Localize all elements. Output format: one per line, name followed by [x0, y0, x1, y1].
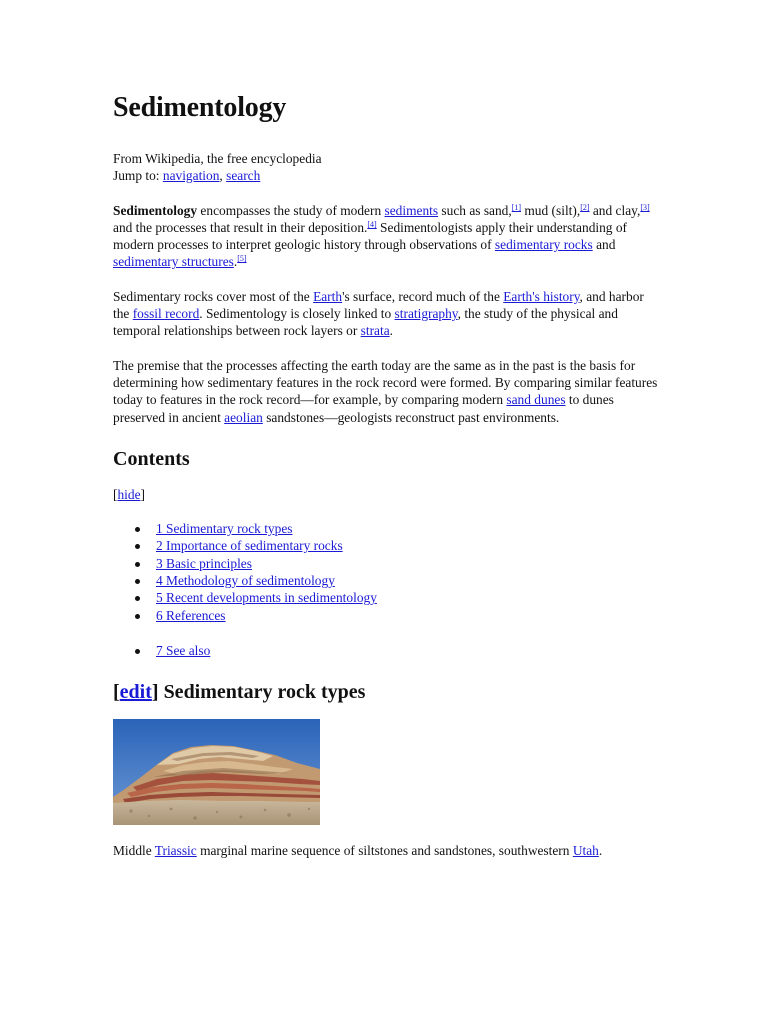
article-page — [113, 88, 658, 860]
intro-paragraph-1: Sedimentology encompasses the study of modern sediments such as sand,[1] mud (silt),[2] and clay,[3] and the processes that result in their deposition.[4] Sedimentologists apply their understanding of modern processes to interpret geologic history through observations of sedimentary rocks and sedimentary structures.[5] — [113, 202, 650, 270]
ref-1-link[interactable]: [1] — [511, 202, 522, 212]
aeolian-link[interactable]: aeolian — [224, 409, 263, 425]
toc-list — [113, 520, 658, 624]
search-link[interactable]: search — [226, 168, 261, 184]
toc-link-references[interactable]: 6 References — [156, 607, 226, 623]
ref-5-link[interactable]: [5] — [237, 254, 247, 264]
earths-history-link[interactable]: Earth's history — [503, 288, 580, 304]
toc-item — [156, 537, 658, 554]
toc-link-methodology[interactable]: 4 Methodology of sedimentology — [156, 573, 335, 589]
toc-item — [156, 572, 658, 589]
ref-2-link[interactable]: [2] — [580, 202, 590, 212]
navigation-link[interactable]: navigation — [162, 168, 220, 184]
tagline: From Wikipedia, the free encyclopedia — [113, 151, 322, 166]
ref-4-link[interactable]: [4] — [367, 219, 377, 229]
toc-link-see-also[interactable]: 7 See also — [156, 642, 211, 658]
toc-item — [156, 642, 658, 659]
toc-link-importance[interactable]: 2 Importance of sedimentary rocks — [156, 538, 343, 554]
figure-caption: Middle Triassic marginal marine sequence of siltstones and sandstones, southwestern Utah. — [113, 843, 603, 859]
jump-to-label: Jump to: — [113, 168, 160, 184]
sediments-link[interactable]: sediments — [384, 202, 439, 218]
hide-toc-link[interactable]: hide — [117, 486, 141, 502]
ref-3-link[interactable]: [3] — [640, 202, 650, 212]
bold-term: Sedimentology — [113, 202, 198, 218]
toc-item — [156, 589, 658, 606]
contents-heading: Contents — [113, 447, 190, 470]
triassic-link[interactable]: Triassic — [154, 843, 197, 859]
sand-dunes-link[interactable]: sand dunes — [506, 392, 566, 408]
toc-link-recent-developments[interactable]: 5 Recent developments in sedimentology — [156, 590, 377, 606]
toc-item — [156, 607, 658, 624]
toc-toggle: [hide] — [113, 486, 145, 502]
sedimentary-rocks-link[interactable]: sedimentary rocks — [494, 237, 593, 253]
toc-list-extra — [113, 642, 658, 659]
rock-outcrop-photo[interactable] — [113, 719, 320, 825]
intro-paragraph-2: Sedimentary rocks cover most of the Earth's surface, record much of the Earth's history, and harbor the fossil record. Sedimentology is closely linked to stratigraphy, the study of the physical and temporal relationships between rock layers or strata. — [113, 288, 644, 339]
toc-link-basic-principles[interactable]: 3 Basic principles — [156, 555, 252, 571]
section-heading: [edit] Sedimentary rock types — [113, 681, 366, 704]
sedimentary-structures-link[interactable]: sedimentary structures — [113, 254, 234, 270]
toc-item — [156, 520, 658, 537]
fossil-record-link[interactable]: fossil record — [132, 306, 200, 322]
toc-link-sedimentary-rock-types[interactable]: 1 Sedimentary rock types — [156, 521, 293, 537]
edit-section-link[interactable]: edit — [119, 681, 152, 704]
jump-to-line: Jump to: navigation, search — [113, 168, 261, 184]
intro-paragraph-3: The premise that the processes affecting the earth today are the same as in the past is the basis for determining how sedimentary features in the rock record were formed. By comparing similar features today to features in the rock record—for example, by comparing modern sand dunes to dunes preserved in ancient aeolian sandstones—geologists reconstruct past environments. — [113, 357, 658, 425]
strata-link[interactable]: strata — [360, 323, 390, 339]
stratigraphy-link[interactable]: stratigraphy — [394, 306, 458, 322]
utah-link[interactable]: Utah — [572, 843, 599, 859]
earth-link[interactable]: Earth — [313, 288, 343, 304]
toc-item — [156, 555, 658, 572]
page-title: Sedimentology — [113, 92, 287, 123]
